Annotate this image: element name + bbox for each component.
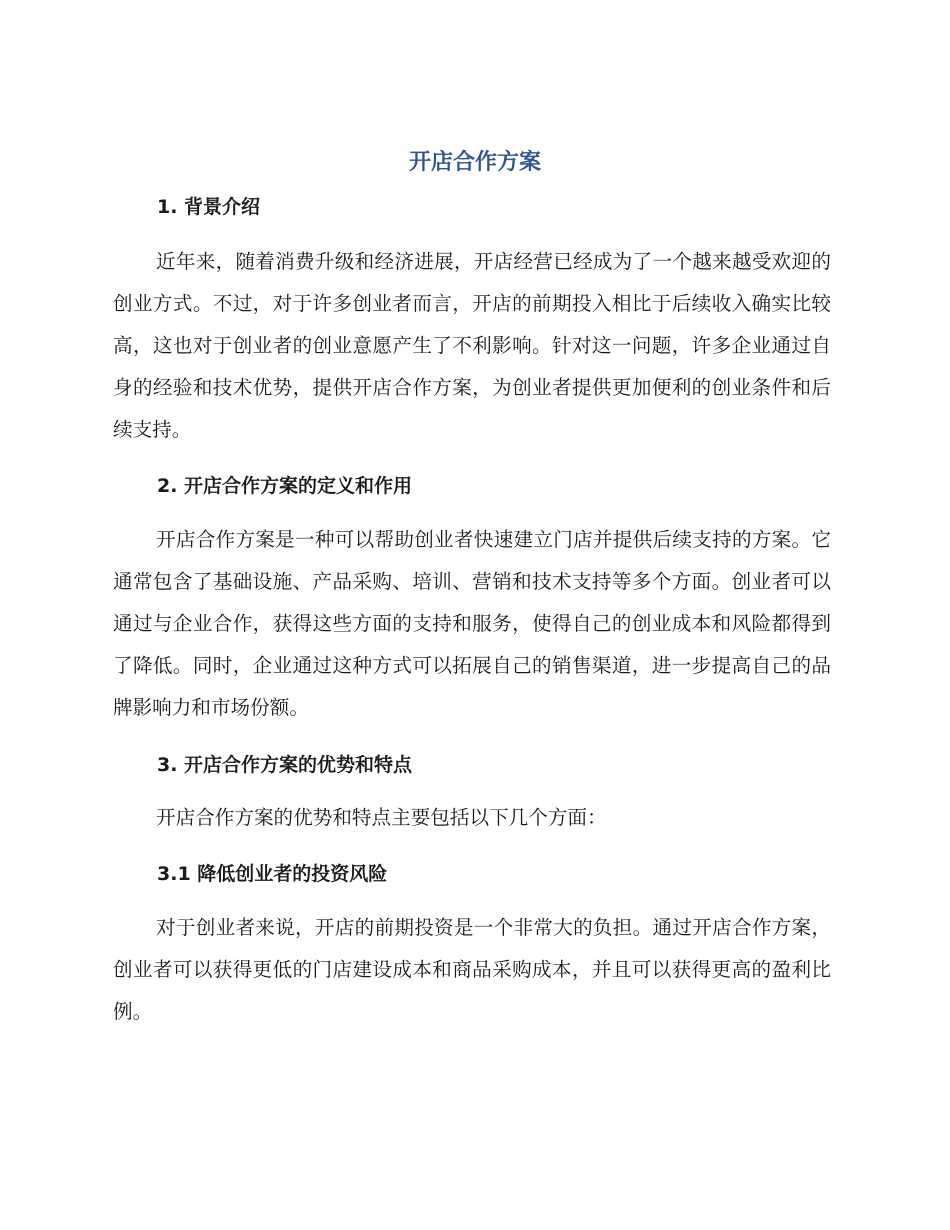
section-heading-risk: 3.1 降低创业者的投资风险 bbox=[157, 863, 388, 885]
section-paragraph-background: 近年来，随着消费升级和经济进展，开店经营已经成为了一个越来越受欢迎的创业方式。不过，对于许多创业者而言，开店的前期投入相比于后续收入确实比较高，这也对于创业者的创业意愿产生了不利影响。针对这一问题，许多企业通过自身的经验和技术优势，提供开店合作方案，为创业者提供更加便利的创业条件和后续支持。 bbox=[113, 250, 831, 441]
section-paragraph-risk: 对于创业者来说，开店的前期投资是一个非常大的负担。通过开店合作方案，创业者可以获得更低的门店建设成本和商品采购成本，并且可以获得更高的盈利比例。 bbox=[113, 916, 831, 1023]
section-paragraph-advantages: 开店合作方案的优势和特点主要包括以下几个方面： bbox=[156, 806, 607, 829]
section-heading-advantages: 3. 开店合作方案的优势和特点 bbox=[157, 754, 413, 776]
section-paragraph-definition: 开店合作方案是一种可以帮助创业者快速建立门店并提供后续支持的方案。它通常包含了基础设施、产品采购、培训、营销和技术支持等多个方面。创业者可以通过与企业合作，获得这些方面的支持和服务，使得自己的创业成本和风险都得到了降低。同时，企业通过这种方式可以拓展自己的销售渠道，进一步提高自己的品牌影响力和市场份额。 bbox=[113, 528, 831, 719]
section-heading-definition: 2. 开店合作方案的定义和作用 bbox=[157, 475, 413, 497]
document-title: 开店合作方案 bbox=[408, 150, 541, 175]
section-heading-background: 1. 背景介绍 bbox=[157, 196, 261, 218]
